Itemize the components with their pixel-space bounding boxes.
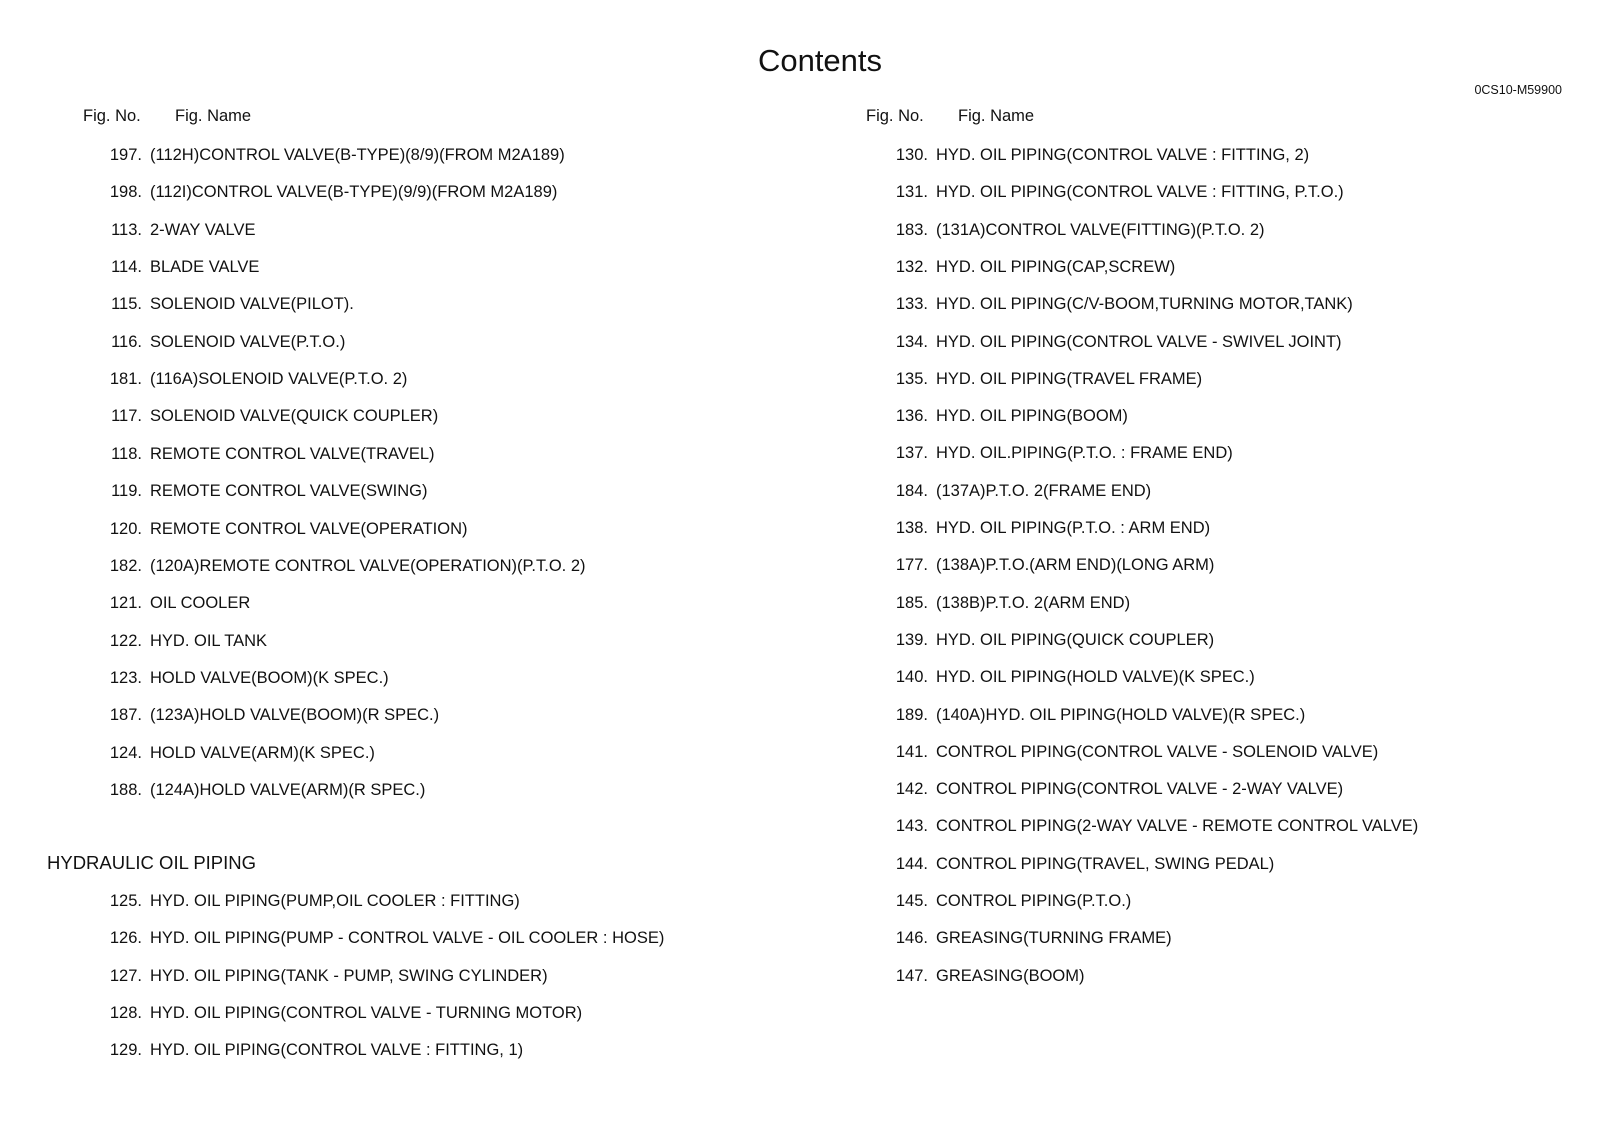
fig-number: 139. <box>895 630 928 649</box>
contents-entry <box>111 406 439 426</box>
fig-name: (123A)HOLD VALVE(BOOM)(R SPEC.) <box>150 706 440 725</box>
fig-name: HYD. OIL PIPING(PUMP,OIL COOLER : FITTING) <box>150 892 520 910</box>
fig-number: 113. <box>111 220 142 239</box>
fig-number: 123. <box>109 668 142 687</box>
fig-name: (138A)P.T.O.(ARM END)(LONG ARM) <box>936 556 1215 575</box>
fig-name: SOLENOID VALVE(PILOT). <box>150 295 354 314</box>
contents-entry <box>895 481 1152 501</box>
contents-entry <box>895 220 1265 240</box>
contents-entry <box>111 294 354 314</box>
contents-entry <box>895 854 1275 874</box>
fig-name: (124A)HOLD VALVE(ARM)(R SPEC.) <box>150 780 426 799</box>
fig-number: 132. <box>895 257 928 276</box>
fig-number: 118. <box>111 444 142 463</box>
fig-number: 127. <box>109 966 142 985</box>
section-heading: HYDRAULIC OIL PIPING <box>47 852 257 873</box>
fig-number: 143. <box>895 817 928 836</box>
fig-name: HYD. OIL TANK <box>150 631 268 650</box>
fig-number: 146. <box>895 929 928 948</box>
fig-name: OIL COOLER <box>150 594 251 613</box>
fig-number: 126. <box>109 929 142 948</box>
fig-name: HYD. OIL PIPING(PUMP - CONTROL VALVE - OIL COOLER : HOSE) <box>150 929 665 948</box>
contents-entry <box>111 481 428 501</box>
fig-name: HYD. OIL PIPING(P.T.O. : ARM END) <box>936 519 1211 537</box>
fig-no-header: Fig. No. <box>83 107 141 125</box>
fig-name: CONTROL PIPING(P.T.O.) <box>936 892 1132 910</box>
fig-name: HYD. OIL PIPING(TRAVEL FRAME) <box>936 369 1203 388</box>
fig-name: HYD. OIL PIPING(CONTROL VALVE : FITTING, 2) <box>936 146 1310 164</box>
fig-name: SOLENOID VALVE(P.T.O.) <box>150 332 346 351</box>
fig-name: (137A)P.T.O. 2(FRAME END) <box>936 481 1152 500</box>
fig-name: (131A)CONTROL VALVE(FITTING)(P.T.O. 2) <box>936 220 1265 239</box>
contents-entry <box>109 743 375 763</box>
fig-name: HYD. OIL PIPING(QUICK COUPLER) <box>936 630 1215 649</box>
fig-name: (120A)REMOTE CONTROL VALVE(OPERATION)(P.T.O. 2) <box>150 556 586 575</box>
fig-name: (140A)HYD. OIL PIPING(HOLD VALVE)(R SPEC.) <box>936 705 1306 724</box>
fig-name: SOLENOID VALVE(QUICK COUPLER) <box>150 407 439 426</box>
fig-name: BLADE VALVE <box>150 258 260 277</box>
contents-entry <box>895 443 1233 463</box>
fig-number: 197. <box>109 146 142 164</box>
fig-number: 124. <box>109 743 142 762</box>
fig-number: 120. <box>109 519 142 538</box>
fig-number: 117. <box>111 407 142 426</box>
fig-name: (112I)CONTROL VALVE(B-TYPE)(9/9)(FROM M2A189) <box>150 183 558 202</box>
fig-name: CONTROL PIPING(CONTROL VALVE - 2-WAY VALVE) <box>936 780 1344 799</box>
fig-number: 115. <box>111 295 142 314</box>
fig-name: REMOTE CONTROL VALVE(OPERATION) <box>150 519 468 538</box>
fig-number: 138. <box>895 519 928 537</box>
contents-entry <box>109 145 565 165</box>
contents-entry <box>109 556 586 576</box>
contents-entry <box>111 444 435 464</box>
contents-entry <box>895 294 1353 314</box>
contents-entry <box>895 667 1255 687</box>
fig-name: HYD. OIL PIPING(C/V-BOOM,TURNING MOTOR,TANK) <box>936 295 1353 314</box>
fig-number: 116. <box>111 332 142 351</box>
fig-name: CONTROL PIPING(TRAVEL, SWING PEDAL) <box>936 854 1275 873</box>
fig-number: 131. <box>895 183 928 202</box>
contents-entry <box>109 966 548 986</box>
fig-name: HYD. OIL PIPING(TANK - PUMP, SWING CYLINDER) <box>150 966 548 985</box>
fig-name: HYD. OIL PIPING(CONTROL VALVE - TURNING MOTOR) <box>150 1003 583 1022</box>
fig-number: 181. <box>109 370 142 389</box>
fig-number: 135. <box>895 369 928 388</box>
fig-name: (116A)SOLENOID VALVE(P.T.O. 2) <box>150 370 408 389</box>
contents-entry <box>111 257 260 277</box>
fig-name: 2-WAY VALVE <box>150 220 256 239</box>
fig-number: 145. <box>895 892 928 910</box>
contents-entry <box>111 220 256 240</box>
contents-entry <box>895 593 1131 613</box>
contents-entry <box>895 891 1132 911</box>
contents-entry <box>895 369 1203 389</box>
fig-number: 184. <box>895 481 928 500</box>
fig-number: 133. <box>895 295 928 314</box>
fig-no-header: Fig. No. <box>866 107 924 125</box>
fig-name: CONTROL PIPING(2-WAY VALVE - REMOTE CONTROL VALVE) <box>936 817 1419 836</box>
fig-name: GREASING(TURNING FRAME) <box>936 929 1172 948</box>
contents-entry <box>111 332 346 352</box>
fig-number: 198. <box>109 183 142 202</box>
fig-name: CONTROL PIPING(CONTROL VALVE - SOLENOID VALVE) <box>936 742 1379 761</box>
fig-number: 141. <box>895 742 928 761</box>
fig-number: 119. <box>111 482 142 501</box>
contents-entry <box>895 555 1215 575</box>
fig-number: 134. <box>895 332 928 351</box>
fig-number: 137. <box>895 444 928 463</box>
contents-entry <box>895 332 1342 352</box>
fig-name-header: Fig. Name <box>175 107 252 125</box>
contents-entry <box>109 705 440 725</box>
contents-entry <box>109 593 251 613</box>
fig-name-header: Fig. Name <box>958 107 1035 125</box>
contents-entry <box>109 668 389 688</box>
contents-entry <box>109 1003 583 1023</box>
fig-number: 140. <box>895 668 928 687</box>
fig-name: (138B)P.T.O. 2(ARM END) <box>936 593 1131 612</box>
fig-name: HYD. OIL.PIPING(P.T.O. : FRAME END) <box>936 444 1233 463</box>
fig-name: HYD. OIL PIPING(CONTROL VALVE : FITTING, 1) <box>150 1041 524 1060</box>
contents-entry <box>895 966 1085 986</box>
contents-entry <box>895 705 1306 725</box>
contents-entry <box>109 891 520 911</box>
fig-name: REMOTE CONTROL VALVE(TRAVEL) <box>150 444 435 463</box>
contents-entry <box>109 1040 524 1060</box>
contents-entry <box>895 742 1379 762</box>
fig-name: HYD. OIL PIPING(BOOM) <box>936 407 1128 426</box>
contents-entry <box>895 145 1310 165</box>
fig-name: HOLD VALVE(ARM)(K SPEC.) <box>150 743 375 762</box>
contents-entry <box>895 630 1215 650</box>
page-title: Contents <box>757 43 883 78</box>
fig-number: 187. <box>109 706 142 725</box>
contents-entry <box>895 928 1172 948</box>
fig-number: 177. <box>895 556 928 575</box>
fig-name: HOLD VALVE(BOOM)(K SPEC.) <box>150 668 389 687</box>
contents-entry <box>895 779 1344 799</box>
contents-entry <box>109 631 268 651</box>
contents-entry <box>109 182 558 202</box>
fig-number: 130. <box>895 146 928 164</box>
contents-entry <box>895 257 1176 277</box>
contents-entry <box>109 928 665 948</box>
fig-number: 129. <box>109 1041 142 1060</box>
contents-entry <box>895 816 1419 836</box>
fig-number: 182. <box>109 556 142 575</box>
fig-name: HYD. OIL PIPING(CONTROL VALVE - SWIVEL JOINT) <box>936 332 1342 351</box>
fig-number: 114. <box>111 258 142 277</box>
fig-number: 188. <box>109 780 142 799</box>
contents-entry <box>109 780 426 800</box>
contents-entry <box>109 519 468 539</box>
fig-name: HYD. OIL PIPING(CAP,SCREW) <box>936 257 1176 276</box>
fig-name: GREASING(BOOM) <box>936 966 1085 985</box>
fig-name: REMOTE CONTROL VALVE(SWING) <box>150 482 428 501</box>
fig-number: 185. <box>895 593 928 612</box>
fig-number: 136. <box>895 407 928 426</box>
contents-entry <box>109 369 408 389</box>
contents-entry <box>895 182 1344 202</box>
fig-number: 144. <box>895 854 928 873</box>
document-code: 0CS10-M59900 <box>1474 83 1562 97</box>
fig-name: (112H)CONTROL VALVE(B-TYPE)(8/9)(FROM M2A189) <box>150 146 565 164</box>
fig-number: 189. <box>895 705 928 724</box>
fig-number: 121. <box>109 594 142 613</box>
fig-name: HYD. OIL PIPING(CONTROL VALVE : FITTING, P.T.O.) <box>936 183 1344 202</box>
fig-number: 183. <box>895 220 928 239</box>
fig-number: 147. <box>895 966 928 985</box>
fig-number: 128. <box>109 1003 142 1022</box>
fig-number: 142. <box>895 780 928 799</box>
contents-entry <box>895 406 1128 426</box>
fig-number: 125. <box>109 892 142 910</box>
fig-number: 122. <box>109 631 142 650</box>
fig-name: HYD. OIL PIPING(HOLD VALVE)(K SPEC.) <box>936 668 1255 687</box>
contents-entry <box>895 518 1211 538</box>
